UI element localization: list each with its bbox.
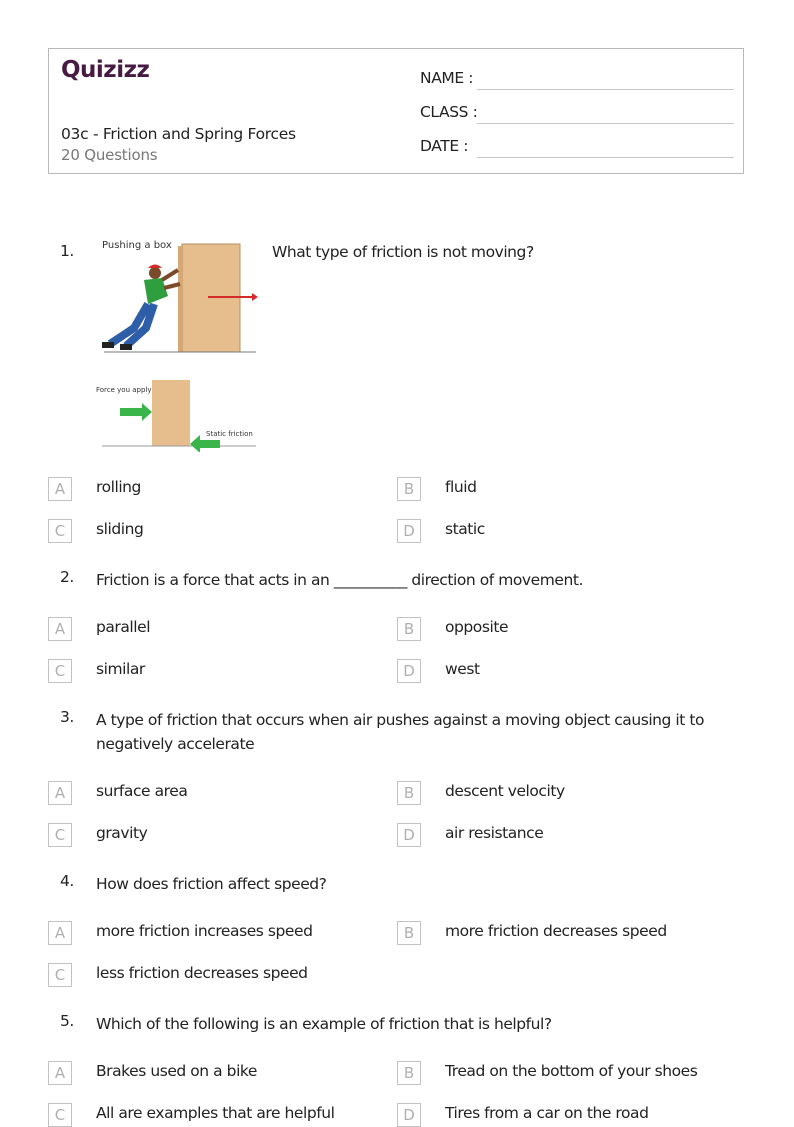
- option-text: descent velocity: [445, 782, 565, 800]
- option-text: static: [445, 520, 485, 538]
- option-text: Tread on the bottom of your shoes: [445, 1062, 698, 1080]
- student-info-fields: [420, 67, 734, 169]
- pushing-box-illustration: [96, 240, 260, 356]
- option-letter-box[interactable]: A: [48, 921, 72, 945]
- option-letter-box[interactable]: A: [48, 781, 72, 805]
- option-letter-box[interactable]: B: [397, 617, 421, 641]
- static-friction-label: Static friction: [206, 430, 253, 438]
- option-text: sliding: [96, 520, 144, 538]
- option-text: less friction decreases speed: [96, 964, 308, 982]
- class-field[interactable]: [420, 101, 734, 135]
- worksheet-header: [48, 48, 744, 174]
- date-line[interactable]: [477, 157, 734, 158]
- option-text: more friction increases speed: [96, 922, 313, 940]
- question-number: 3.: [60, 708, 74, 726]
- option-text: All are examples that are helpful: [96, 1104, 335, 1122]
- question-number: 2.: [60, 568, 74, 586]
- quizizz-logo: Quizizz: [61, 57, 150, 83]
- option-text: air resistance: [445, 824, 544, 842]
- pushing-box-figure: [96, 240, 260, 356]
- question-number: 5.: [60, 1012, 74, 1030]
- option-letter-box[interactable]: C: [48, 1103, 72, 1127]
- option-letter-box[interactable]: C: [48, 823, 72, 847]
- option-text: Tires from a car on the road: [445, 1104, 649, 1122]
- option-letter-box[interactable]: C: [48, 963, 72, 987]
- option-text: opposite: [445, 618, 509, 636]
- question-text: A type of friction that occurs when air pushes against a moving object causing it to negatively accelerate: [96, 711, 705, 753]
- question-number: 1.: [60, 242, 74, 260]
- option-letter-box[interactable]: C: [48, 519, 72, 543]
- question-number: 4.: [60, 872, 74, 890]
- option-letter-box[interactable]: B: [397, 781, 421, 805]
- option-text: fluid: [445, 478, 477, 496]
- class-label: CLASS :: [420, 103, 478, 121]
- option-letter-box[interactable]: D: [397, 1103, 421, 1127]
- option-text: more friction decreases speed: [445, 922, 667, 940]
- date-field[interactable]: [420, 135, 734, 169]
- option-letter-box[interactable]: D: [397, 823, 421, 847]
- class-line[interactable]: [477, 123, 734, 124]
- name-line[interactable]: [477, 89, 734, 90]
- date-label: DATE :: [420, 137, 469, 155]
- option-text: Brakes used on a bike: [96, 1062, 257, 1080]
- option-letter-box[interactable]: A: [48, 617, 72, 641]
- static-friction-figure: [96, 378, 260, 452]
- option-letter-box[interactable]: A: [48, 1061, 72, 1085]
- question-text: Friction is a force that acts in an __________ direction of movement.: [96, 571, 583, 589]
- option-letter-box[interactable]: D: [397, 519, 421, 543]
- worksheet-title: 03c - Friction and Spring Forces: [61, 125, 296, 143]
- force-you-apply-label: Force you apply: [96, 386, 152, 394]
- option-letter-box[interactable]: D: [397, 659, 421, 683]
- option-text: west: [445, 660, 480, 678]
- option-letter-box[interactable]: C: [48, 659, 72, 683]
- option-letter-box[interactable]: B: [397, 921, 421, 945]
- question-count: 20 Questions: [61, 146, 158, 164]
- name-field[interactable]: [420, 67, 734, 101]
- option-text: gravity: [96, 824, 148, 842]
- option-text: parallel: [96, 618, 151, 636]
- question-text: What type of friction is not moving?: [272, 243, 534, 261]
- figure-caption-top: Pushing a box: [102, 240, 172, 251]
- option-text: rolling: [96, 478, 141, 496]
- question-text: Which of the following is an example of friction that is helpful?: [96, 1015, 552, 1033]
- name-label: NAME :: [420, 69, 474, 87]
- option-letter-box[interactable]: A: [48, 477, 72, 501]
- option-letter-box[interactable]: B: [397, 1061, 421, 1085]
- question-text: How does friction affect speed?: [96, 875, 327, 893]
- option-text: similar: [96, 660, 145, 678]
- option-letter-box[interactable]: B: [397, 477, 421, 501]
- option-text: surface area: [96, 782, 188, 800]
